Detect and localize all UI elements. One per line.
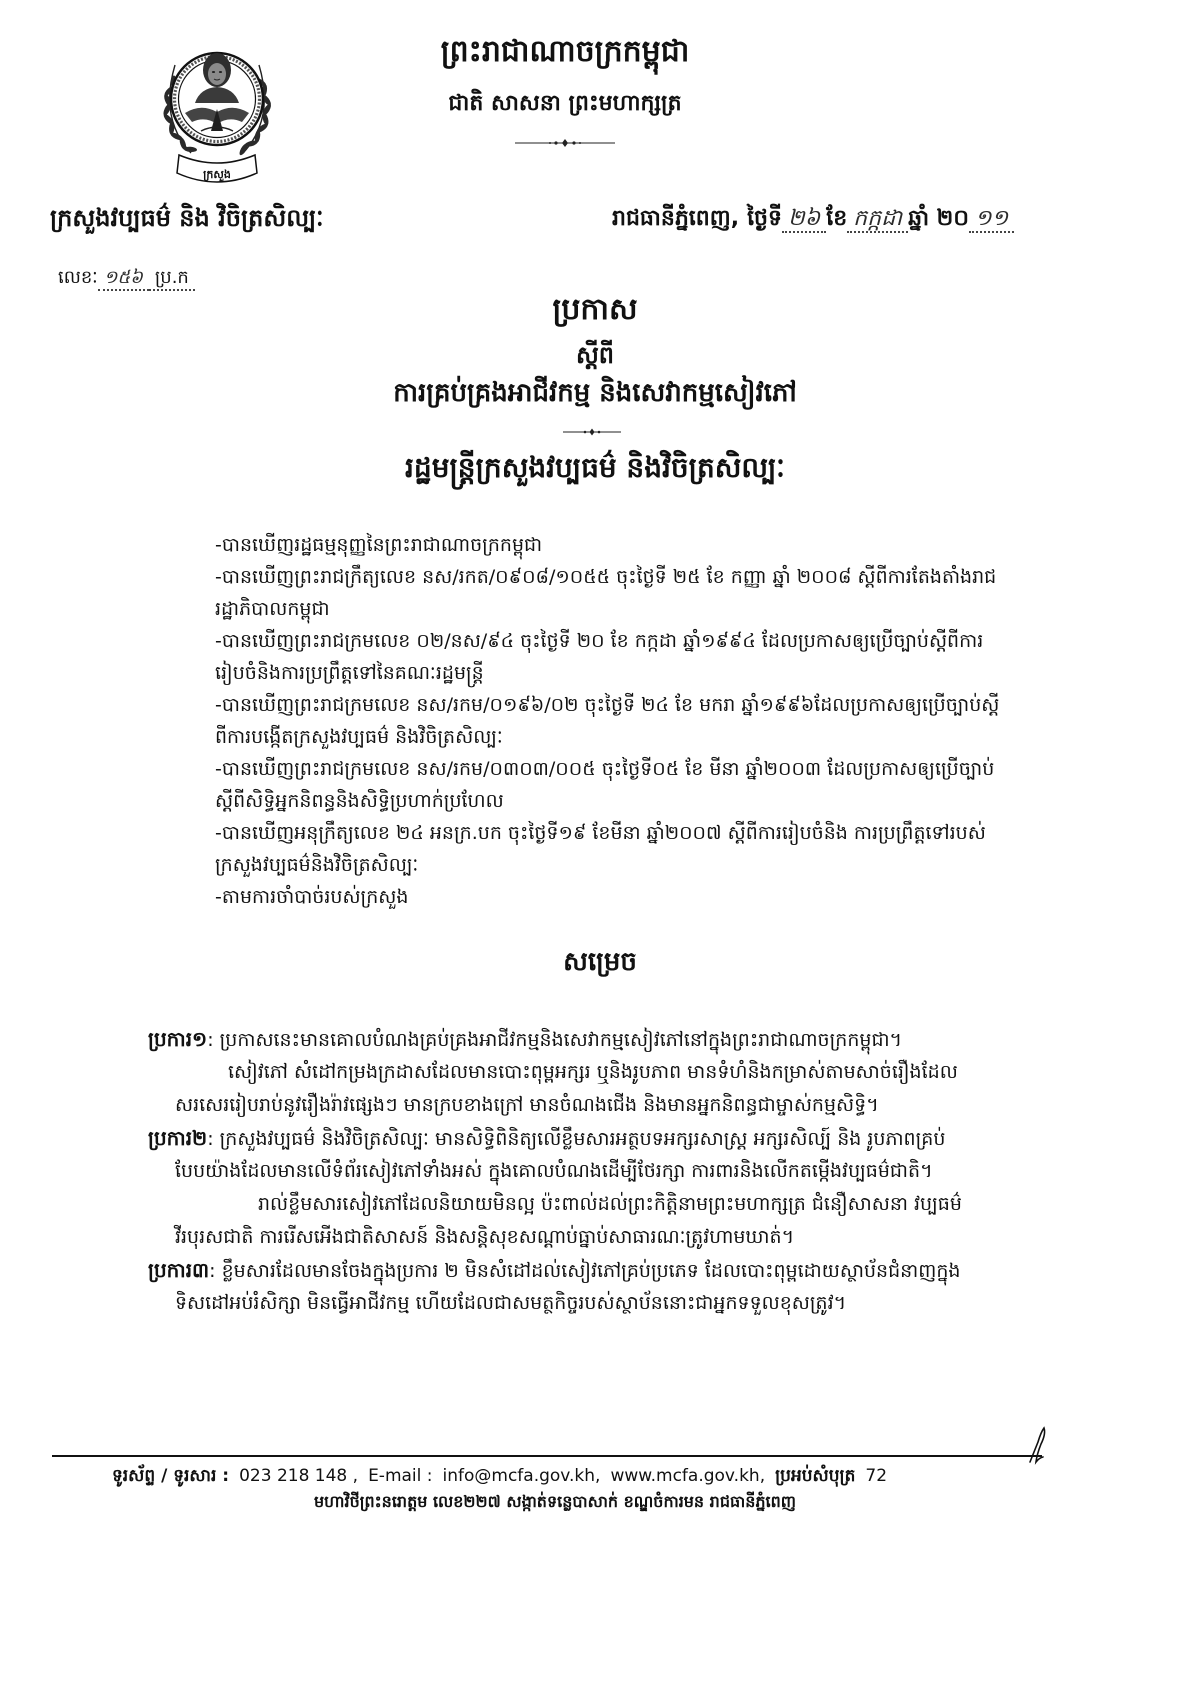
preamble-text: -បានឃើញព្រះរាជក្រមលេខ ០២/នស/៩៤ ចុះថ្ងៃទី ២០ ខែ កក្កដា ឆ្នាំ១៩៩៤ ដែលប្រកាសឲ្យប្រើច្បាប់ស្តីពីការ <box>215 630 984 652</box>
document-type <box>300 288 890 332</box>
preamble-item-4-continuation <box>215 721 1048 753</box>
preamble-text: -បានឃើញព្រះរាជក្រមលេខ នស/រកម/០១៩៦/០២ ចុះថ្ងៃទី ២៤ ខែ មករា ឆ្នាំ១៩៩៦ដែលប្រកាសឲ្យប្រើច្បាប់ស្តី <box>215 694 1000 716</box>
footer-contact-content <box>112 1463 887 1489</box>
footer-address-text: មហាវិថីព្រះនរោត្តម លេខ២២៧ សង្កាត់ទន្លេបាសាក់ ខណ្ឌចំការមន រាជធានីភ្នំពេញ <box>314 1492 796 1511</box>
preamble-text: រៀបចំនិងការប្រព្រឹត្តទៅនៃគណៈរដ្ឋមន្ត្រី <box>215 662 484 684</box>
article-text: : ប្រកាសនេះមានគោលបំណងគ្រប់គ្រងអាជីវកម្មនិងសេវាកម្មសៀវភៅនៅក្នុងព្រះរាជាណាចក្រកម្ពុជា។ <box>207 1029 903 1051</box>
date-month-label: ខែ <box>826 206 848 231</box>
article-2-line-4 <box>175 1221 1068 1254</box>
kingdom-title <box>365 30 765 74</box>
article-1-line-1-content <box>148 1023 902 1057</box>
document-issuer-text: រដ្ឋមន្ត្រីក្រសួងវប្បធម៌ និងវិចិត្រសិល្បៈ <box>405 451 785 484</box>
article-2-line-1 <box>148 1122 1068 1156</box>
document-type-text: ប្រកាស <box>552 292 638 327</box>
decision-heading-text: សម្រេច <box>563 947 637 977</box>
ministry-name <box>50 200 410 236</box>
footer-phone: 023 218 148 , <box>239 1466 359 1486</box>
article-1-label: ប្រការ១ <box>148 1027 208 1051</box>
article-2-line-3 <box>258 1188 1068 1221</box>
emblem-ribbon-text: ក្រសួង <box>203 168 231 181</box>
ministry-name-text: ក្រសួងវប្បធម៌ និង វិចិត្រសិល្បៈ <box>50 204 324 232</box>
footer-address <box>200 1489 910 1515</box>
preamble-text: -បានឃើញព្រះរាជក្រមលេខ នស/រកម/០៣០៣/០០៥ ចុះថ្ងៃទី០៥ ខែ មីនា ឆ្នាំ២០០៣ ដែលប្រកាសឲ្យប្រើច្បាប់ <box>215 758 995 780</box>
preamble-item-7 <box>215 881 1048 913</box>
reference-label: លេខៈ <box>58 267 98 288</box>
preamble-text: រដ្ឋាភិបាលកម្ពុជា <box>215 598 330 620</box>
article-3-line-2 <box>175 1287 1068 1320</box>
preamble-item-3 <box>215 625 1048 657</box>
preamble-text: -តាមការចាំបាច់របស់ក្រសួង <box>215 886 409 908</box>
preamble-item-4 <box>215 689 1048 721</box>
date-place: រាជធានីភ្នំពេញ, <box>612 206 740 231</box>
emblem-ribbon <box>177 155 257 182</box>
article-1-line-1 <box>148 1023 1068 1057</box>
national-motto-text: ជាតិ សាសនា ព្រះមហាក្សត្រ <box>448 91 682 116</box>
footer-contact-line <box>112 1463 1062 1489</box>
article-text: : ក្រសួងវប្បធម៌ និងវិចិត្រសិល្បៈ មានសិទ្ធិពិនិត្យលើខ្លឹមសារអត្ថបទអក្សរសាស្ត្រ អក្សរសិល្ប៍ និង រូបភាពគ្រប់ <box>207 1128 946 1150</box>
article-2-label: ប្រការ២ <box>148 1126 208 1150</box>
date-year-handwritten: ១១ <box>969 206 1014 233</box>
reference-number <box>58 262 318 294</box>
reference-code: ប្រ.ក <box>149 268 195 291</box>
article-3-line-1-content <box>148 1254 960 1288</box>
kingdom-title-text: ព្រះរាជាណាចក្រកម្ពុជា <box>440 34 690 69</box>
title-ornament-divider <box>563 427 621 437</box>
header-ornament-divider <box>515 138 615 148</box>
footer-po-box: 72 <box>865 1466 888 1486</box>
article-2-line-2 <box>175 1155 1068 1188</box>
reference-number-content <box>58 262 195 294</box>
document-about-text: ស្តីពី <box>575 341 615 369</box>
date-month-handwritten: កក្កដា <box>847 206 908 233</box>
ministry-emblem <box>157 27 277 192</box>
article-3-line-1 <box>148 1254 1068 1288</box>
footer-contact-label: ទូរស័ព្ទ / ទូរសារ : <box>112 1466 230 1486</box>
article-text: សៀវភៅ សំដៅកម្រងក្រដាសដែលមានបោះពុម្ពអក្សរ ឬនិងរូបភាព មានទំហំនិងកម្រាស់តាមសាច់រឿងដែល <box>228 1061 958 1083</box>
preamble-item-6 <box>215 817 1048 849</box>
article-1-line-3 <box>175 1089 1068 1122</box>
reference-number-handwritten: ១៥៦ <box>98 268 149 291</box>
document-subject-text: ការគ្រប់គ្រងអាជីវកម្ម និងសេវាកម្មសៀវភៅ <box>393 378 797 408</box>
preamble-item-3-continuation <box>215 657 1048 689</box>
article-2-line-1-content <box>148 1122 945 1156</box>
document-issuer <box>300 448 890 488</box>
article-text: បែបយ៉ាងដែលមានលើទំព័រសៀវភៅទាំងអស់ ក្នុងគោលបំណងដើម្បីថែរក្សា ការពារនិងលើកតម្កើងវប្បធម៌ជាតិ។ <box>175 1160 933 1182</box>
date-line <box>612 200 1072 238</box>
footer-email-label: E-mail : <box>368 1466 433 1486</box>
preamble-item-5-continuation <box>215 785 1048 817</box>
document-subject <box>300 374 890 412</box>
article-text: ទិសដៅអប់រំសិក្សា មិនធ្វើអាជីវកម្ម ហើយដែលជាសមត្ថកិច្ចរបស់ស្ថាប័ននោះជាអ្នកទទួលខុសត្រូវ។ <box>175 1292 847 1314</box>
preamble-text: ស្តីពីសិទ្ធិអ្នកនិពន្ធនិងសិទ្ធិប្រហាក់ប្រហែល <box>215 790 504 812</box>
preamble-item-2 <box>215 561 1048 593</box>
preamble-item-2-continuation <box>215 593 1048 625</box>
preamble-item-5 <box>215 753 1048 785</box>
article-3-label: ប្រការ៣ <box>148 1258 210 1282</box>
preamble-text: ក្រសួងវប្បធម៌និងវិចិត្រសិល្បៈ <box>215 854 419 876</box>
article-text: រាល់ខ្លឹមសារសៀវភៅដែលនិយាយមិនល្អ ប៉ះពាល់ដល់ព្រះកិត្តិនាមព្រះមហាក្សត្រ ជំនឿសាសនា វប្បធម៌ <box>258 1193 962 1215</box>
footer-email: info@mcfa.gov.kh, <box>442 1466 601 1486</box>
preamble-item-1 <box>215 529 1048 561</box>
footer-po-box-label: ប្រអប់សំបុត្រ <box>775 1466 856 1486</box>
date-day-handwritten: ២៦ <box>782 206 826 233</box>
preamble-item-6-continuation <box>215 849 1048 881</box>
initial-mark <box>1024 1424 1050 1468</box>
footer-website: www.mcfa.gov.kh, <box>610 1466 766 1486</box>
decision-heading <box>450 944 750 980</box>
national-motto <box>365 86 765 122</box>
preamble-text: ពីការបង្កើតក្រសួងវប្បធម៌ និងវិចិត្រសិល្បៈ <box>215 726 503 748</box>
footer-divider <box>52 1455 1042 1457</box>
preamble-text: -បានឃើញព្រះរាជក្រឹត្យលេខ នស/រកត/០៩០៨/១០៥៥ ចុះថ្ងៃទី ២៥ ខែ កញ្ញា ឆ្នាំ ២០០៨ ស្តីពីការតែងតាំងរាជ <box>215 566 997 588</box>
date-line-content <box>612 200 1014 238</box>
article-1-line-2 <box>228 1056 1068 1089</box>
date-day-label: ថ្ងៃទី <box>747 206 782 231</box>
date-year-label: ឆ្នាំ ២០ <box>908 206 969 231</box>
article-text: : ខ្លឹមសារដែលមានចែងក្នុងប្រការ ២ មិនសំដៅដល់សៀវភៅគ្រប់ប្រភេទ ដែលបោះពុម្ពដោយស្ថាប័នជំនាញក្នុង <box>209 1260 961 1282</box>
article-text: វីរបុរសជាតិ ការរើសអើងជាតិសាសន៍ និងសន្តិសុខសណ្តាប់ធ្នាប់សាធារណៈត្រូវហាមឃាត់។ <box>175 1226 795 1248</box>
document-about <box>300 337 890 373</box>
preamble-text: -បានឃើញរដ្ឋធម្មនុញ្ញនៃព្រះរាជាណាចក្រកម្ពុជា <box>215 534 543 556</box>
article-text: សរសេររៀបរាប់នូវរឿងរ៉ាវផ្សេងៗ មានក្របខាងក្រៅ មានចំណងជើង និងមានអ្នកនិពន្ធជាម្ចាស់កម្មសិទ្ធិ។ <box>175 1094 879 1116</box>
preamble-text: -បានឃើញអនុក្រឹត្យលេខ ២៤ អនក្រ.បក ចុះថ្ងៃទី១៩ ខែមីនា ឆ្នាំ២០០៧ ស្តីពីការរៀបចំនិង ការប្រព្រឹត្តទៅរបស់ <box>215 822 986 844</box>
